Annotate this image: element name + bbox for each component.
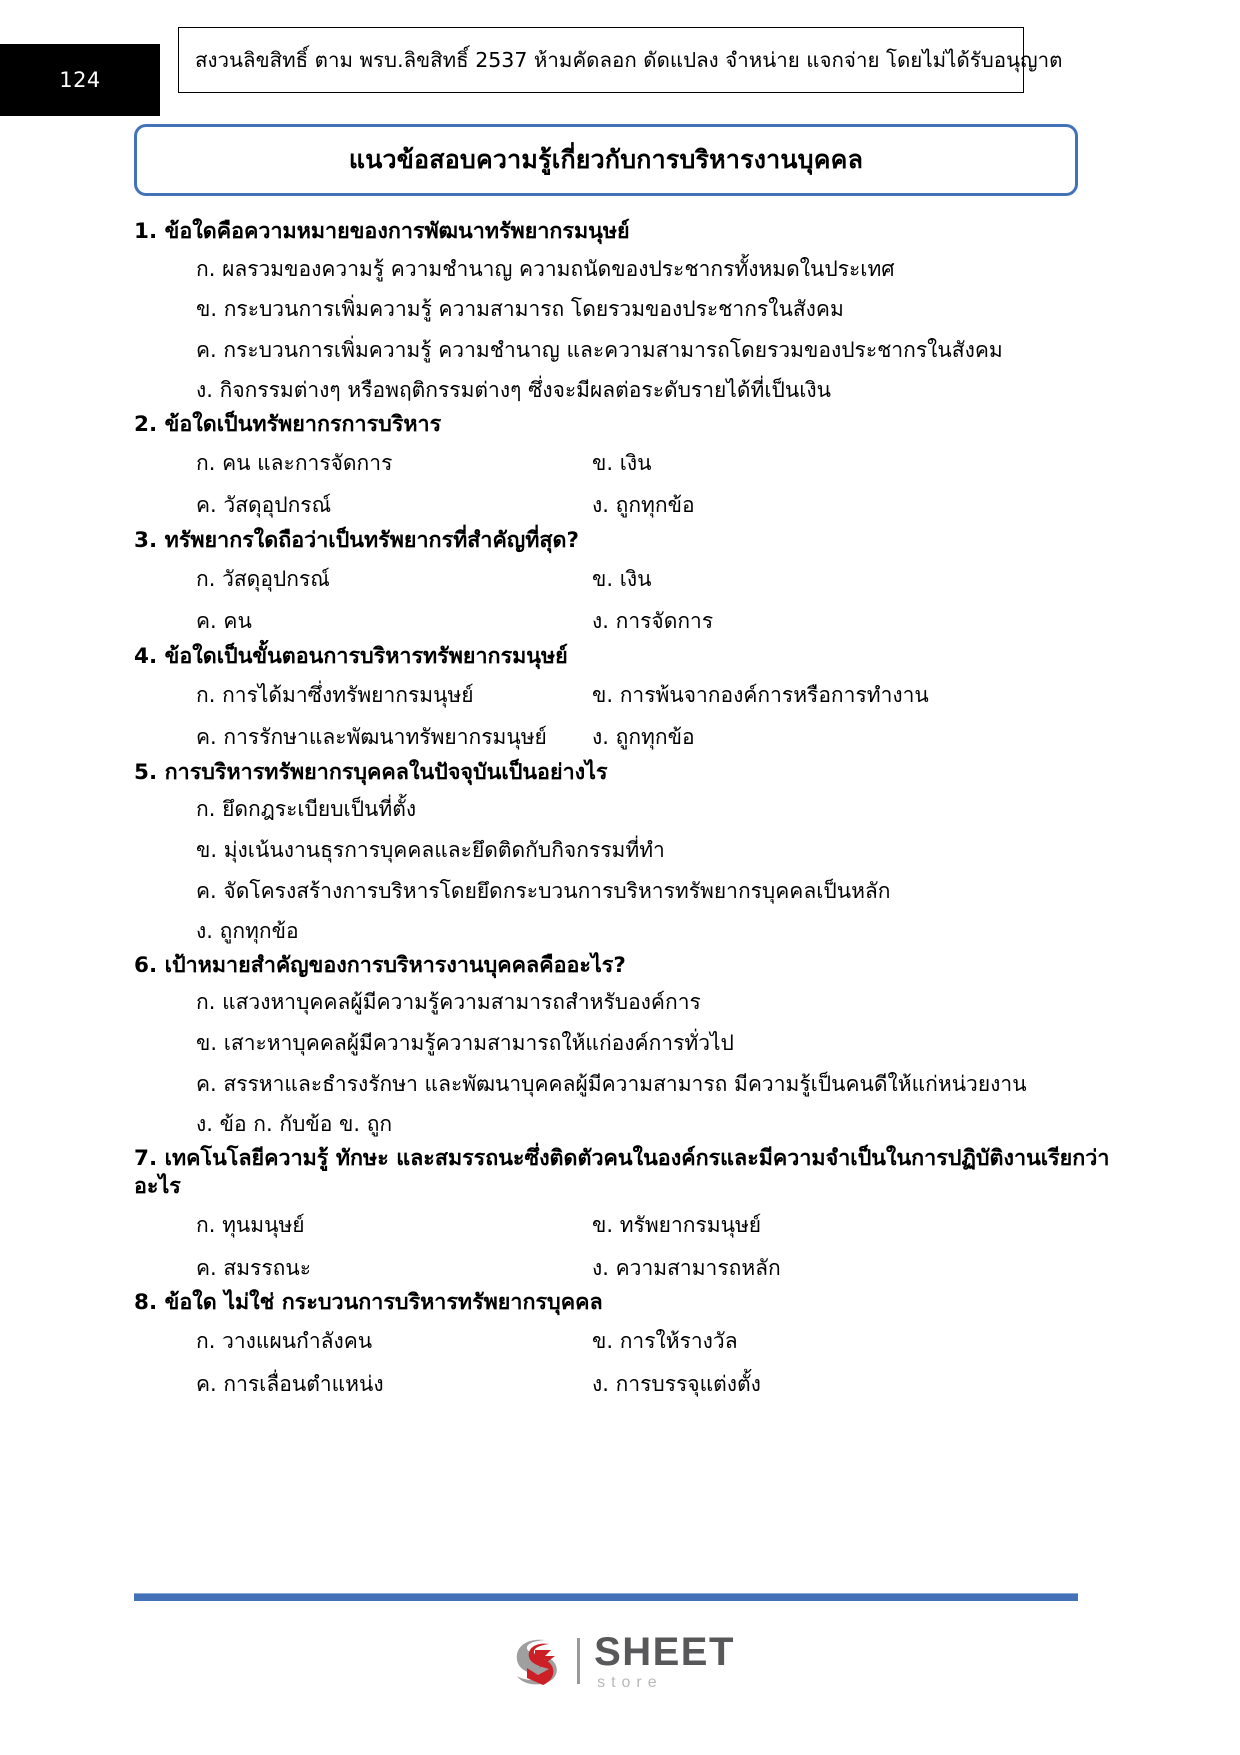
- option-item[interactable]: ข. เงิน: [592, 566, 652, 591]
- option-item[interactable]: ง. การบรรจุแต่งตั้ง: [592, 1371, 761, 1396]
- option-item[interactable]: ก. วางแผนกำลังคน: [196, 1329, 373, 1354]
- question-number: 7.: [134, 1145, 158, 1171]
- options-list: [0, 558, 1240, 643]
- option-item[interactable]: ง. ความสามารถหลัก: [592, 1255, 781, 1280]
- question-number: 2.: [134, 411, 158, 437]
- option-item[interactable]: ก. ทุนมนุษย์: [196, 1213, 305, 1238]
- question-body: ข้อใดเป็นทรัพยากรการบริหาร: [164, 411, 442, 437]
- footer-divider: [134, 1593, 1078, 1601]
- option-item[interactable]: ข. การให้รางวัล: [592, 1329, 738, 1354]
- option-item[interactable]: ค. วัสดุอุปกรณ์: [196, 493, 332, 518]
- question-number: 3.: [134, 527, 158, 553]
- option-item[interactable]: ง. กิจกรรมต่างๆ หรือพฤติกรรมต่างๆ ซึ่งจะมีผลต่อระดับรายได้ที่เป็นเงิน: [196, 378, 832, 403]
- options-list: [0, 1204, 1240, 1289]
- logo-secondary-text: store: [597, 1673, 663, 1691]
- option-item[interactable]: ค. สรรหาและธำรงรักษา และพัฒนาบุคคลผู้มีความสามารถ มีความรู้เป็นคนดีให้แก่หน่วยงาน: [196, 1071, 1027, 1096]
- option-item[interactable]: ค. สมรรถนะ: [196, 1255, 311, 1280]
- logo-primary-text: SHEET: [594, 1629, 735, 1674]
- options-list: [0, 442, 1240, 527]
- page-title: แนวข้อสอบความรู้เกี่ยวกับการบริหารงานบุคคล: [348, 145, 864, 174]
- question-number: 5.: [134, 759, 158, 785]
- option-item[interactable]: ข. ทรัพยากรมนุษย์: [592, 1213, 762, 1238]
- sheet-store-logo-icon: [505, 1630, 567, 1692]
- option-item[interactable]: ง. การจัดการ: [592, 609, 714, 634]
- question-text: [0, 952, 1240, 981]
- option-item[interactable]: ข. การพ้นจากองค์การหรือการทำงาน: [592, 682, 929, 707]
- question-body: ข้อใด ไม่ใช่ กระบวนการบริหารทรัพยากรบุคคล: [164, 1290, 603, 1316]
- option-item[interactable]: ข. เงิน: [592, 450, 652, 475]
- option-item[interactable]: ค. การเลื่อนตำแหน่ง: [196, 1371, 384, 1396]
- option-item[interactable]: ค. การรักษาและพัฒนาทรัพยากรมนุษย์: [196, 725, 547, 750]
- option-item[interactable]: ง. ข้อ ก. กับข้อ ข. ถูก: [196, 1112, 393, 1137]
- question-number: 8.: [134, 1290, 158, 1316]
- question-body: เป้าหมายสำคัญของการบริหารงานบุคคลคืออะไร?: [164, 952, 626, 978]
- question-body: ทรัพยากรใดถือว่าเป็นทรัพยากรที่สำคัญที่สุด?: [164, 527, 579, 553]
- footer-logo: [0, 1630, 1240, 1692]
- question-block: [0, 759, 1240, 952]
- question-body: ข้อใดคือความหมายของการพัฒนาทรัพยากรมนุษย์: [164, 219, 630, 244]
- option-item[interactable]: ก. แสวงหาบุคคลผู้มีความรู้ความสามารถสำหรับองค์การ: [196, 990, 701, 1015]
- logo-wordmark: [594, 1629, 735, 1691]
- option-item[interactable]: ง. ถูกทุกข้อ: [592, 493, 695, 518]
- question-text: [0, 411, 1240, 440]
- question-number: 4.: [134, 643, 158, 669]
- question-number: 1.: [134, 219, 158, 244]
- page-header: [0, 26, 1240, 98]
- options-list: [0, 982, 1240, 1144]
- copyright-box: [178, 27, 1063, 93]
- option-item[interactable]: ค. กระบวนการเพิ่มความรู้ ความชำนาญ และความสามารถโดยรวมของประชากรในสังคม: [196, 337, 1003, 362]
- question-block: [0, 952, 1240, 1145]
- page-number: 124: [59, 68, 101, 92]
- question-block: [0, 1145, 1240, 1290]
- page-number-block: [0, 44, 160, 116]
- option-item[interactable]: ก. ยึดกฎระเบียบเป็นที่ตั้ง: [196, 797, 417, 822]
- option-item[interactable]: ก. การได้มาซึ่งทรัพยากรมนุษย์: [196, 682, 474, 707]
- question-block: [0, 411, 1240, 527]
- question-text: [0, 1289, 1240, 1318]
- option-item[interactable]: ข. เสาะหาบุคคลผู้มีความรู้ความสามารถให้แก่องค์การทั่วไป: [196, 1030, 734, 1055]
- option-item[interactable]: ค. จัดโครงสร้างการบริหารโดยยึดกระบวนการบริหารทรัพยากรบุคคลเป็นหลัก: [196, 878, 891, 903]
- option-item[interactable]: ก. ผลรวมของความรู้ ความชำนาญ ความถนัดของประชากรทั้งหมดในประเทศ: [196, 256, 895, 281]
- exam-title-box: [134, 124, 1078, 196]
- option-item[interactable]: ค. คน: [196, 609, 252, 634]
- option-item[interactable]: ก. วัสดุอุปกรณ์: [196, 566, 330, 591]
- logo-divider: [577, 1638, 580, 1684]
- option-item[interactable]: ข. มุ่งเน้นงานธุรการบุคคลและยึดติดกับกิจกรรมที่ทำ: [196, 838, 665, 862]
- question-block: [0, 643, 1240, 759]
- question-block: [0, 527, 1240, 643]
- option-item[interactable]: ง. ถูกทุกข้อ: [196, 919, 299, 944]
- question-body: การบริหารทรัพยากรบุคคลในปัจจุบันเป็นอย่างไร: [164, 759, 608, 785]
- question-text: [0, 527, 1240, 556]
- options-list: [0, 674, 1240, 759]
- question-text: [0, 218, 1240, 247]
- question-body: ข้อใดเป็นขั้นตอนการบริหารทรัพยากรมนุษย์: [164, 643, 568, 669]
- question-block: [0, 1289, 1240, 1405]
- question-text: [0, 759, 1240, 788]
- question-text: [0, 643, 1240, 672]
- questions-container: [0, 218, 1240, 1405]
- options-list: [0, 1320, 1240, 1405]
- question-number: 6.: [134, 952, 158, 978]
- options-list: [0, 789, 1240, 951]
- option-item[interactable]: ก. คน และการจัดการ: [196, 450, 393, 475]
- question-body: เทคโนโลยีความรู้ ทักษะ และสมรรถนะซึ่งติดตัวคนในองค์กรและมีความจำเป็นในการปฏิบัติงานเรียกว่าอะไร: [134, 1145, 1110, 1200]
- option-item[interactable]: ง. ถูกทุกข้อ: [592, 725, 695, 750]
- options-list: [0, 249, 1240, 411]
- copyright-notice: สงวนลิขสิทธิ์ ตาม พรบ.ลิขสิทธิ์ 2537 ห้ามคัดลอก ดัดแปลง จำหน่าย แจกจ่าย โดยไม่ได้รับอนุญาต: [195, 47, 1063, 72]
- question-text: [0, 1145, 1240, 1203]
- question-block: [0, 218, 1240, 411]
- option-item[interactable]: ข. กระบวนการเพิ่มความรู้ ความสามารถ โดยรวมของประชากรในสังคม: [196, 297, 844, 322]
